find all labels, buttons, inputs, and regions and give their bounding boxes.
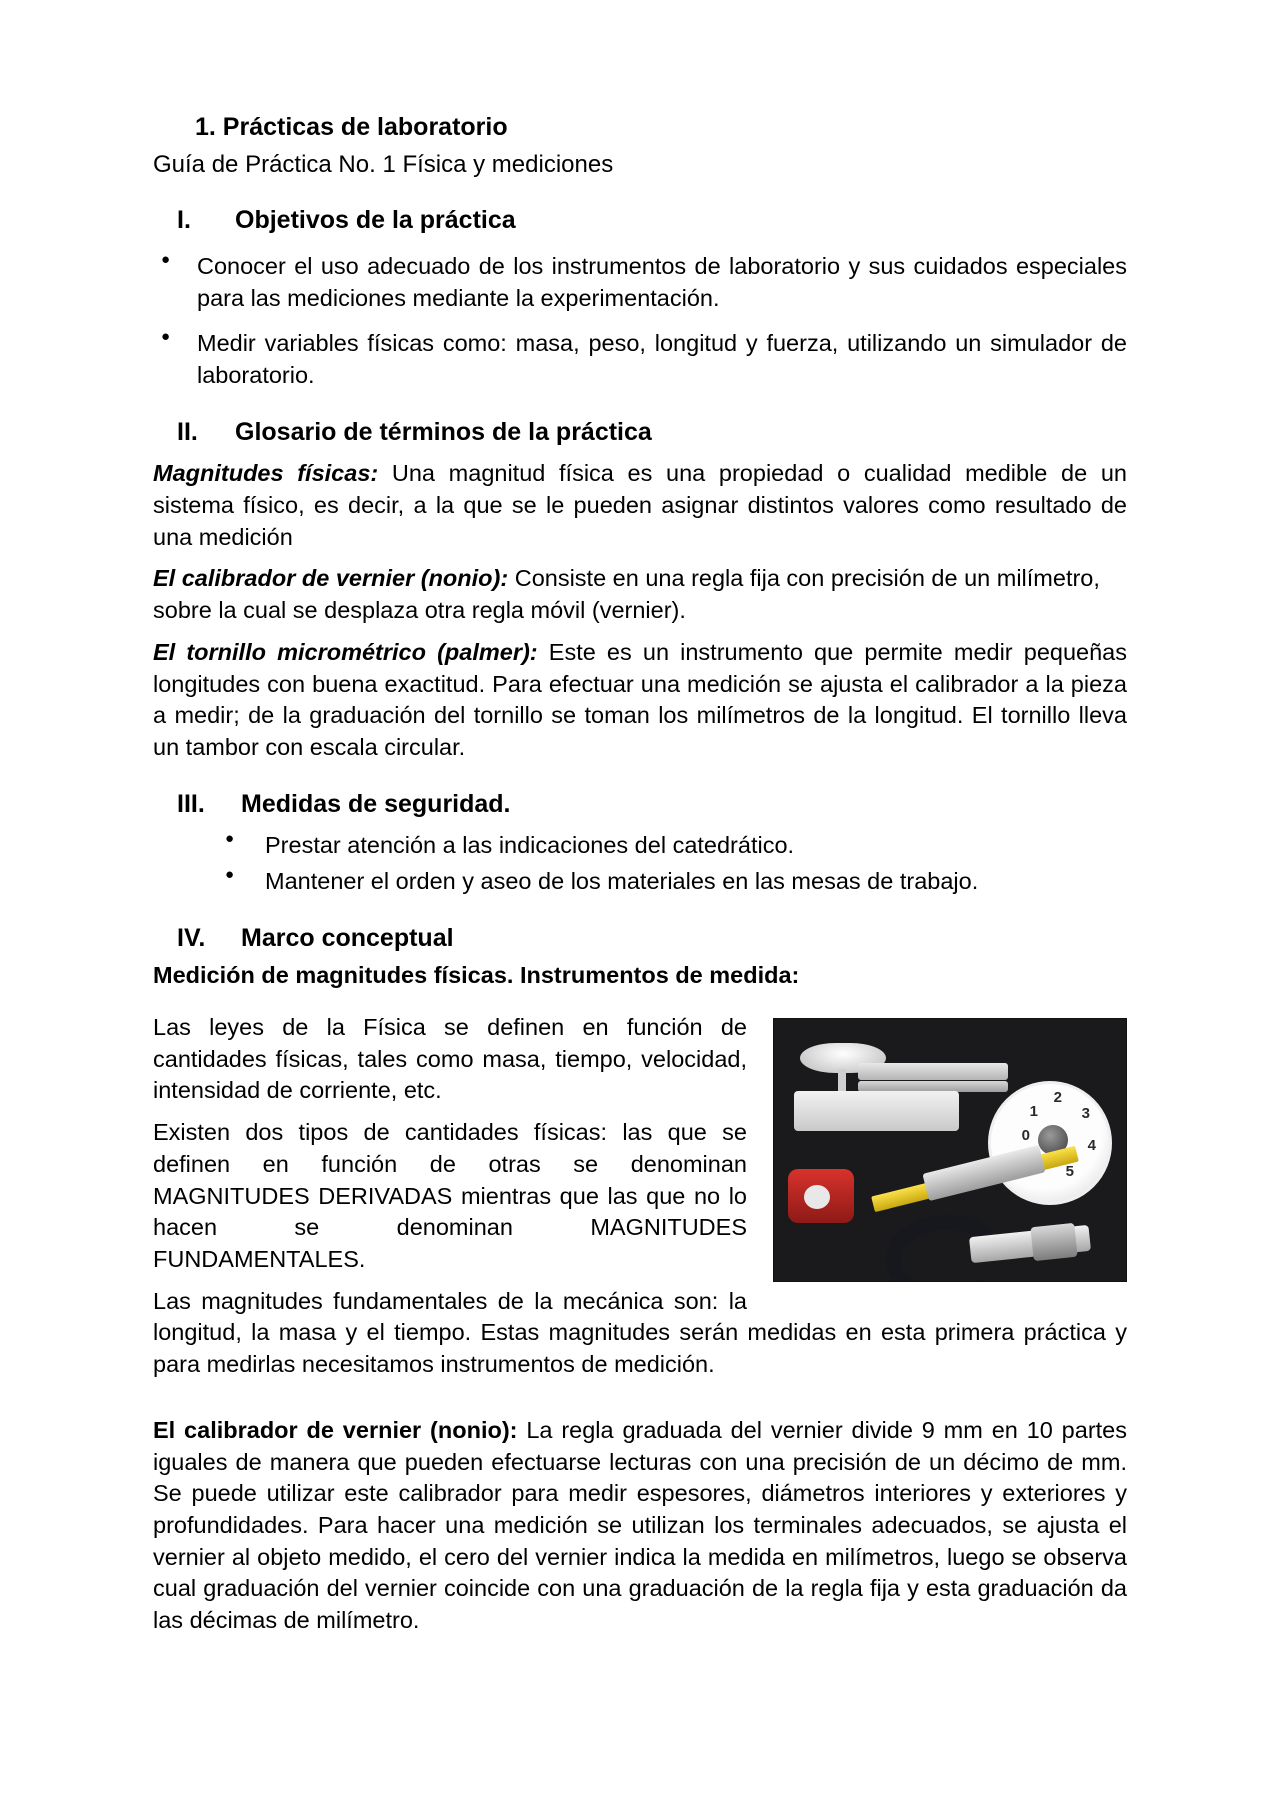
section-numeral-glosario: II. xyxy=(177,417,198,446)
vernier-description xyxy=(153,1415,1127,1637)
term-label: El calibrador de vernier (nonio): xyxy=(153,1416,518,1443)
glossary-term-magnitudes xyxy=(153,458,1127,553)
glossary-term-micrometro xyxy=(153,637,1127,764)
dial-number: 5 xyxy=(1065,1162,1074,1180)
marco-body-with-figure xyxy=(153,1012,1127,1381)
section-heading-objetivos xyxy=(153,204,1127,237)
dial-number: 1 xyxy=(1029,1102,1038,1120)
marco-paragraph-3: Las magnitudes fundamentales de la mecánica son: la longitud, la masa y el tiempo. Estas magnitudes serán medidas en esta primera práctica y para medirlas necesitamos instrumentos de medición. xyxy=(153,1287,1127,1378)
document-content xyxy=(153,112,1127,1637)
list-item: ● Prestar atención a las indicaciones del catedrático. xyxy=(221,830,1127,862)
term-definition: Consiste en una regla fija con precisión de un milímetro, sobre la cual se desplaza otra regla móvil (vernier). xyxy=(153,565,1100,624)
objetivos-list xyxy=(153,251,1127,392)
list-item: ● Mantener el orden y aseo de los materiales en las mesas de trabajo. xyxy=(221,866,1127,898)
dial-number: 2 xyxy=(1053,1088,1062,1106)
section-numeral-seguridad: III. xyxy=(177,789,205,818)
marco-paragraph-1: Las leyes de la Física se definen en función de cantidades físicas, tales como masa, tiempo, velocidad, intensidad de corriente, etc. xyxy=(153,1013,747,1104)
balance-beam-shape xyxy=(858,1063,1008,1080)
measuring-tape-hub-shape xyxy=(804,1185,830,1209)
balance-base-shape xyxy=(794,1091,959,1131)
section-title-objetivos: Objetivos de la práctica xyxy=(235,206,516,235)
term-definition: La regla graduada del vernier divide 9 mm en 10 partes iguales de manera que pueden efectuarse lecturas con una precisión de un décimo de mm. Se puede utilizar este calibrador para medir espesores, diámetros interiores y exteriores y profundidades. Para hacer una medición se utilizan los terminales adecuados, se ajusta el vernier al objeto medido, el cero del vernier indica la medida en milímetros, luego se observa cual graduación del vernier coincide con una graduación de la regla fija y esta graduación da las décimas de milímetro. xyxy=(153,1416,1127,1634)
section-title-seguridad: Medidas de seguridad. xyxy=(241,789,511,818)
dial-number: 4 xyxy=(1087,1136,1096,1154)
marco-subheading: Medición de magnitudes físicas. Instrumentos de medida: xyxy=(153,962,800,989)
glossary-term-vernier xyxy=(153,563,1127,626)
section-title-marco: Marco conceptual xyxy=(241,923,454,952)
term-label: El tornillo micrométrico (palmer): xyxy=(153,638,538,665)
list-item: ● Conocer el uso adecuado de los instrumentos de laboratorio y sus cuidados especiales para las mediciones mediante la experimentación. xyxy=(153,251,1127,314)
section-heading-glosario xyxy=(153,416,1127,449)
micrometer-thimble-shape xyxy=(1030,1223,1077,1261)
section-numeral-objetivos: I. xyxy=(177,206,191,235)
term-definition: Una magnitud física es una propiedad o cualidad medible de un sistema físico, es decir, a la que se le pueden asignar distintos valores como resultado de una medición xyxy=(153,460,1127,550)
section-numeral-marco: IV. xyxy=(177,923,206,952)
document-subtitle: Guía de Práctica No. 1 Física y mediciones xyxy=(153,151,614,179)
seguridad-list xyxy=(153,830,1127,897)
term-label: Magnitudes físicas: xyxy=(153,460,379,487)
section-heading-seguridad xyxy=(153,788,1127,821)
lab-instruments-photo xyxy=(773,1018,1127,1282)
dial-number: 3 xyxy=(1081,1104,1090,1122)
dial-number: 0 xyxy=(1021,1126,1030,1144)
list-item: ● Medir variables físicas como: masa, peso, longitud y fuerza, utilizando un simulador de laboratorio. xyxy=(153,328,1127,391)
term-definition: Este es un instrumento que permite medir pequeñas longitudes con buena exactitud. Para efectuar una medición se ajusta el calibrador a la pieza a medir; de la graduación del tornillo se toman los milímetros de la longitud. El tornillo lleva un tambor con escala circular. xyxy=(153,638,1127,761)
term-label: El calibrador de vernier (nonio): xyxy=(153,565,509,592)
marco-paragraph-2: Existen dos tipos de cantidades físicas: las que se definen en función de otras se denominan MAGNITUDES DERIVADAS mientras que las que no lo hacen se denominan MAGNITUDES FUNDAMENTALES. xyxy=(153,1119,747,1272)
section-heading-marco xyxy=(153,922,1127,955)
section-title-glosario: Glosario de términos de la práctica xyxy=(235,417,652,446)
page-title: 1. Prácticas de laboratorio xyxy=(195,113,508,141)
